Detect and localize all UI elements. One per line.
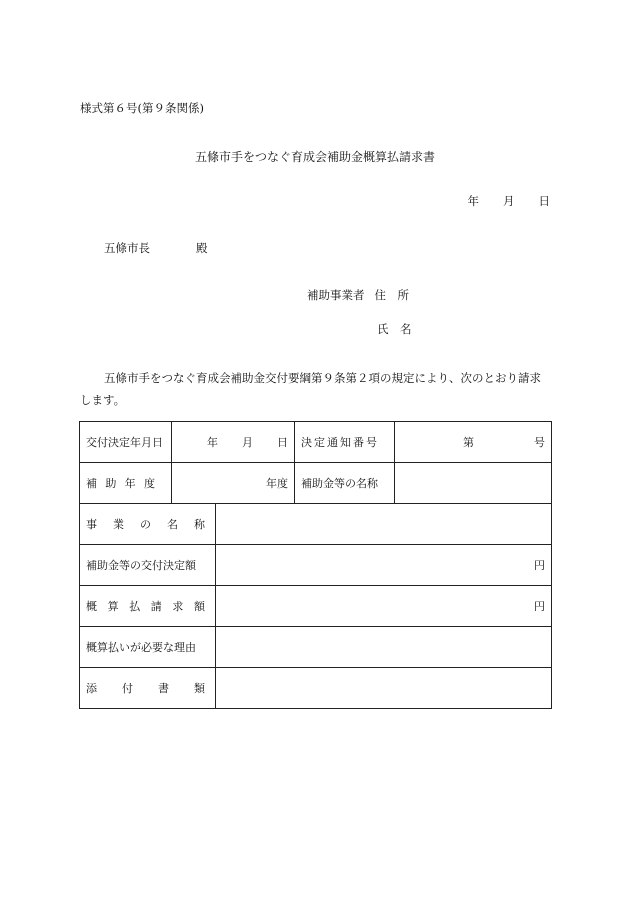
decision-year: 年 [207,436,218,449]
fiscal-year-field[interactable] [172,463,295,504]
table-row [80,463,552,504]
decision-month: 月 [242,436,253,449]
date-year: 年 [467,194,479,208]
table-row [80,586,552,627]
yen-unit: 円 [534,559,545,572]
table-row [80,668,552,709]
table-row [80,627,552,668]
document-title: 五條市手をつなぐ育成会補助金概算払請求書 [194,150,435,164]
project-name-field[interactable] [216,504,552,545]
address-label: 住 所 [374,288,409,302]
go-text: 号 [534,436,545,449]
notice-number-field[interactable] [395,422,552,463]
form-number: 様式第６号(第９条関係) [80,101,204,115]
label-attachments: 添 付 書 類 [80,668,216,709]
date-line [468,193,551,209]
table-row [80,545,552,586]
decision-amount-field[interactable] [216,545,552,586]
label-fiscal-year: 補 助 年 度 [80,463,172,504]
recipient-mayor: 五條市長 [104,241,150,255]
label-reason: 概算払いが必要な理由 [80,627,216,668]
body-text: 五條市手をつなぐ育成会補助金交付要綱第９条第２項の規定により、次のとおり請求します。 [80,371,541,407]
subsidy-name-field[interactable] [395,463,552,504]
recipient-honorific: 殿 [196,241,208,255]
request-form-table [79,421,552,709]
date-day: 日 [538,194,550,208]
applicant-name: 氏 名 [377,322,412,336]
table-row [80,422,552,463]
applicant-label: 補助事業者 [307,288,365,302]
recipient [104,240,208,256]
nendo-text: 年度 [266,477,288,490]
yen-unit: 円 [534,600,545,613]
label-subsidy-name: 補助金等の名称 [295,463,395,504]
dai-text: 第 [463,436,474,449]
attachments-field[interactable] [216,668,552,709]
label-decision-date: 交付決定年月日 [80,422,172,463]
applicant-address [307,287,409,303]
label-decision-amount: 補助金等の交付決定額 [80,545,216,586]
label-project-name: 事 業 の 名 称 [80,504,216,545]
reason-field[interactable] [216,627,552,668]
request-amount-field[interactable] [216,586,552,627]
date-month: 月 [503,194,515,208]
label-notice-number: 決定通知番号 [295,422,395,463]
decision-day: 日 [277,436,288,449]
table-row [80,504,552,545]
decision-date-field[interactable] [172,422,295,463]
label-request-amount: 概 算 払 請 求 額 [80,586,216,627]
